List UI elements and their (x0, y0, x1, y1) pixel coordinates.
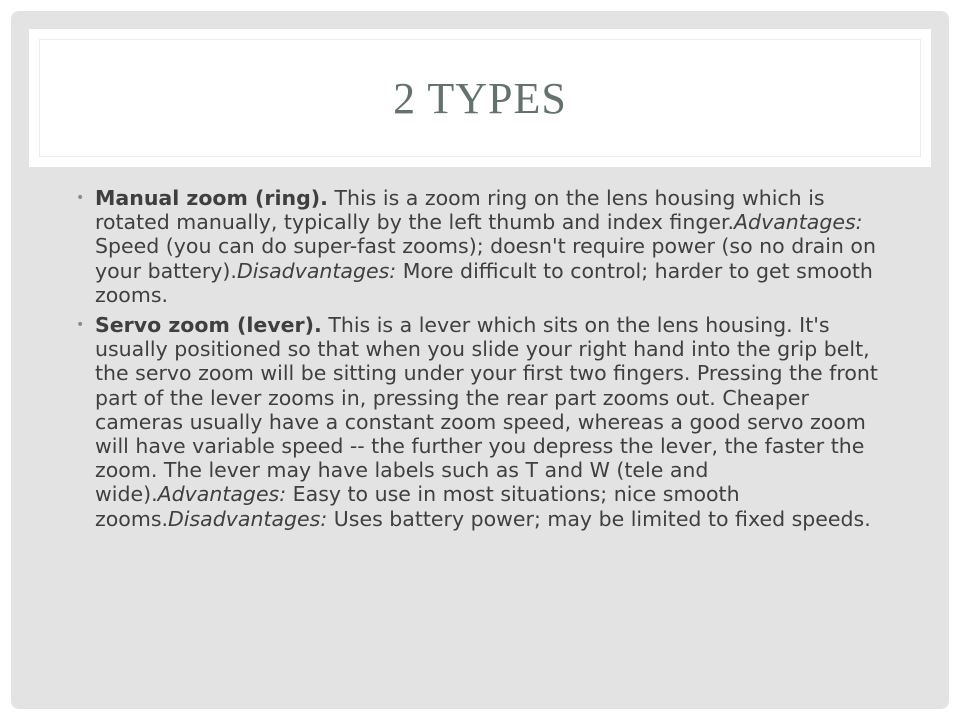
disadvantages-label: Disadvantages: (168, 506, 328, 531)
bullet-dot-icon: • (76, 317, 85, 334)
bullet-item-servo-zoom (76, 313, 896, 531)
bullet-text: This is a lever which sits on the lens housing. It's usually positioned so that when you slide your right hand into the grip belt, the servo zoom will be sitting under your first two fingers. Pressing the front part of the lever zooms in, pressing the rear part zooms out. Cheaper cameras usually have a constant zoom speed, whereas a good servo zoom will have variable speed -- the further you depress the lever, the faster the zoom. The lever may have labels such as T and W (tele and wide). (95, 313, 878, 507)
bullet-text: This is a zoom ring on the lens housing which is rotated manually, typically by the left thumb and index finger. (95, 186, 825, 235)
advantages-label: Advantages: (734, 210, 863, 235)
bullet-heading: Servo zoom (lever). (95, 313, 322, 338)
disadvantages-label: Disadvantages: (236, 258, 397, 283)
bullet-text: Easy to use in most situations; nice smooth zooms. (95, 482, 740, 531)
advantages-label: Advantages: (157, 482, 287, 507)
bullet-text: More difficult to control; harder to get smooth zooms. (95, 258, 873, 307)
bullet-text: Uses battery power; may be limited to fixed speeds. (327, 506, 871, 531)
bullet-heading: Manual zoom (ring). (95, 186, 328, 210)
content-area (76, 186, 896, 537)
bullet-dot-icon: • (76, 190, 85, 206)
title-box (29, 29, 931, 167)
bullet-list (76, 186, 896, 531)
bullet-text: Speed (you can do super-fast zooms); doesn't require power (so no drain on your battery). (95, 234, 876, 283)
bullet-item-manual-zoom (76, 186, 896, 307)
slide-title: 2 TYPES (393, 73, 567, 123)
title-frame (39, 39, 921, 157)
